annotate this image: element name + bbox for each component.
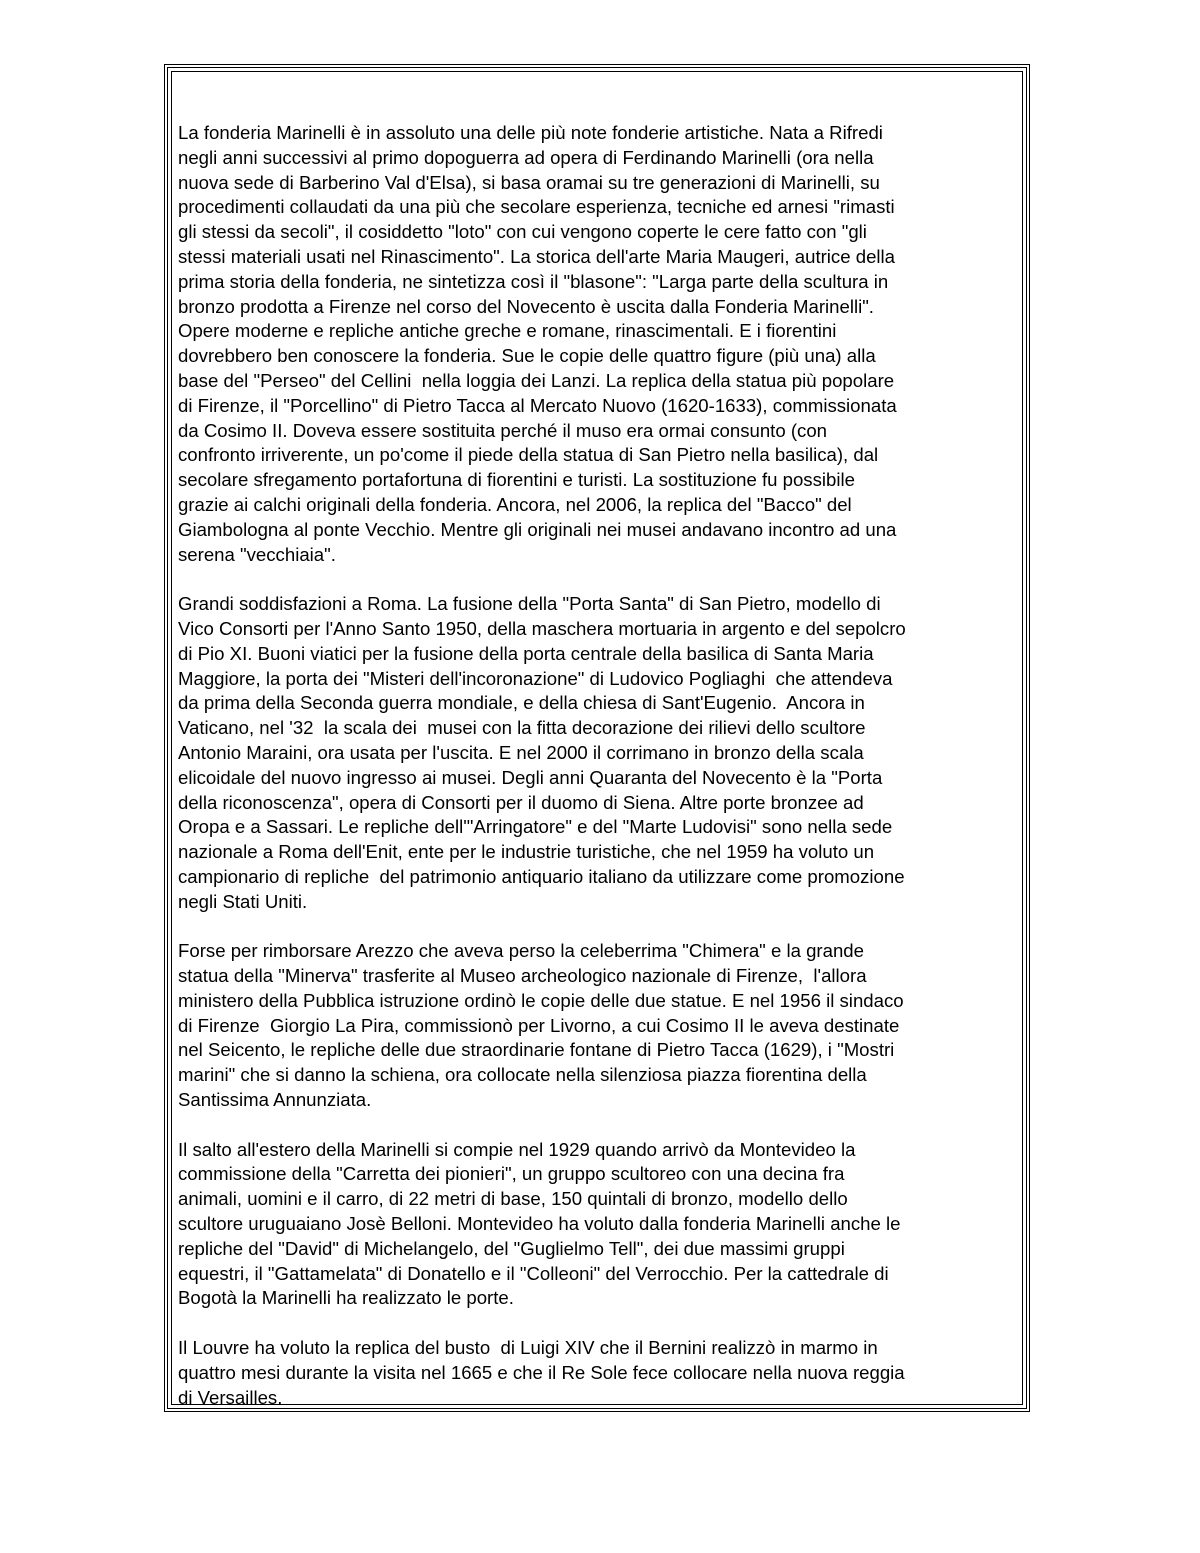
text-line: di Firenze, il "Porcellino" di Pietro Tacca al Mercato Nuovo (1620-1633), commissionata bbox=[178, 394, 897, 416]
paragraph-2 bbox=[178, 592, 1028, 914]
text-line: animali, uomini e il carro, di 22 metri di base, 150 quintali di bronzo, modello dello bbox=[178, 1188, 848, 1210]
text-line: ministero della Pubblica istruzione ordinò le copie delle due statue. E nel 1956 il sindaco bbox=[178, 989, 904, 1011]
text-line: prima storia della fonderia, ne sintetizza così il "blasone": "Larga parte della scultura in bbox=[178, 270, 889, 292]
text-line: Il salto all'estero della Marinelli si compie nel 1929 quando arrivò da Montevideo la bbox=[178, 1138, 856, 1160]
text-line: procedimenti collaudati da una più che secolare esperienza, tecniche ed arnesi "rimasti bbox=[178, 196, 895, 218]
text-line: Grandi soddisfazioni a Roma. La fusione della "Porta Santa" di San Pietro, modello di bbox=[178, 593, 881, 615]
text-line: gli stessi da secoli", il cosiddetto "loto" con cui vengono coperte le cere fatto con "gli bbox=[178, 221, 867, 243]
paragraph-1 bbox=[178, 121, 1028, 567]
text-line: Forse per rimborsare Arezzo che aveva perso la celeberrima "Chimera" e la grande bbox=[178, 940, 864, 962]
text-line: campionario di repliche del patrimonio antiquario italiano da utilizzare come promozione bbox=[178, 865, 905, 887]
text-line: da prima della Seconda guerra mondiale, e della chiesa di Sant'Eugenio. Ancora in bbox=[178, 692, 865, 714]
text-line: negli Stati Uniti. bbox=[178, 890, 308, 912]
text-line: base del "Perseo" del Cellini nella loggia dei Lanzi. La replica della statua più popolare bbox=[178, 369, 895, 391]
text-line: serena "vecchiaia". bbox=[178, 543, 336, 565]
text-line: marini" che si danno la schiena, ora collocate nella silenziosa piazza fiorentina della bbox=[178, 1064, 867, 1086]
text-line: confronto irriverente, un po'come il piede della statua di San Pietro nella basilica), dal bbox=[178, 444, 879, 466]
text-line: grazie ai calchi originali della fonderia. Ancora, nel 2006, la replica del "Bacco" del bbox=[178, 493, 852, 515]
text-line: dovrebbero ben conoscere la fonderia. Sue le copie delle quattro figure (più una) alla bbox=[178, 345, 876, 367]
text-line: commissione della "Carretta dei pionieri", un gruppo scultoreo con una decina fra bbox=[178, 1163, 845, 1185]
text-line: Vico Consorti per l'Anno Santo 1950, della maschera mortuaria in argento e del sepolcro bbox=[178, 617, 906, 639]
text-line: di Versailles. bbox=[178, 1386, 283, 1408]
text-line: secolare sfregamento portafortuna di fiorentini e turisti. La sostituzione fu possibile bbox=[178, 469, 855, 491]
text-line: nuova sede di Barberino Val d'Elsa), si basa oramai su tre generazioni di Marinelli, su bbox=[178, 171, 880, 193]
text-line: nel Seicento, le repliche delle due straordinarie fontane di Pietro Tacca (1629), i "Mostri bbox=[178, 1039, 895, 1061]
text-line: da Cosimo II. Doveva essere sostituita perché il muso era ormai consunto (con bbox=[178, 419, 828, 441]
text-line: Maggiore, la porta dei "Misteri dell'incoronazione" di Ludovico Pogliaghi che attendeva bbox=[178, 667, 893, 689]
text-line: negli anni successivi al primo dopoguerra ad opera di Ferdinando Marinelli (ora nella bbox=[178, 146, 874, 168]
text-line: equestri, il "Gattamelata" di Donatello e il "Colleoni" del Verrocchio. Per la cattedrale di bbox=[178, 1262, 889, 1284]
text-line: Giambologna al ponte Vecchio. Mentre gli originali nei musei andavano incontro ad una bbox=[178, 518, 897, 540]
text-line: Il Louvre ha voluto la replica del busto di Luigi XIV che il Bernini realizzò in marmo in bbox=[178, 1337, 878, 1359]
paragraph-5 bbox=[178, 1336, 1028, 1410]
text-line: quattro mesi durante la visita nel 1665 e che il Re Sole fece collocare nella nuova reggia bbox=[178, 1361, 905, 1383]
document-body bbox=[178, 121, 1028, 1435]
text-line: repliche del "David" di Michelangelo, del "Guglielmo Tell", dei due massimi gruppi bbox=[178, 1237, 845, 1259]
text-line: di Pio XI. Buoni viatici per la fusione della porta centrale della basilica di Santa Maria bbox=[178, 642, 874, 664]
text-line: Vaticano, nel '32 la scala dei musei con la fitta decorazione dei rilievi dello scultore bbox=[178, 717, 866, 739]
text-line: di Firenze Giorgio La Pira, commissionò per Livorno, a cui Cosimo II le aveva destinate bbox=[178, 1014, 900, 1036]
text-line: scultore uruguaiano Josè Belloni. Montevideo ha voluto dalla fonderia Marinelli anche le bbox=[178, 1213, 901, 1235]
paragraph-4 bbox=[178, 1138, 1028, 1312]
paragraph-3 bbox=[178, 939, 1028, 1113]
text-line: statua della "Minerva" trasferite al Museo archeologico nazionale di Firenze, l'allora bbox=[178, 965, 867, 987]
text-line: Bogotà la Marinelli ha realizzato le porte. bbox=[178, 1287, 514, 1309]
text-line: Antonio Maraini, ora usata per l'uscita. E nel 2000 il corrimano in bronzo della scala bbox=[178, 741, 864, 763]
text-line: della riconoscenza", opera di Consorti per il duomo di Siena. Altre porte bronzee ad bbox=[178, 791, 864, 813]
text-line: La fonderia Marinelli è in assoluto una delle più note fonderie artistiche. Nata a Rifredi bbox=[178, 122, 883, 143]
text-line: Opere moderne e repliche antiche greche e romane, rinascimentali. E i fiorentini bbox=[178, 320, 837, 342]
text-line: Santissima Annunziata. bbox=[178, 1089, 372, 1111]
text-line: bronzo prodotta a Firenze nel corso del Novecento è uscita dalla Fonderia Marinelli". bbox=[178, 295, 874, 317]
text-line: stessi materiali usati nel Rinascimento". La storica dell'arte Maria Maugeri, autrice della bbox=[178, 245, 896, 267]
text-line: elicoidale del nuovo ingresso ai musei. Degli anni Quaranta del Novecento è la "Porta bbox=[178, 766, 883, 788]
text-line: Oropa e a Sassari. Le repliche dell'"Arringatore" e del "Marte Ludovisi" sono nella sede bbox=[178, 816, 893, 838]
text-line: nazionale a Roma dell'Enit, ente per le industrie turistiche, che nel 1959 ha voluto un bbox=[178, 841, 875, 863]
